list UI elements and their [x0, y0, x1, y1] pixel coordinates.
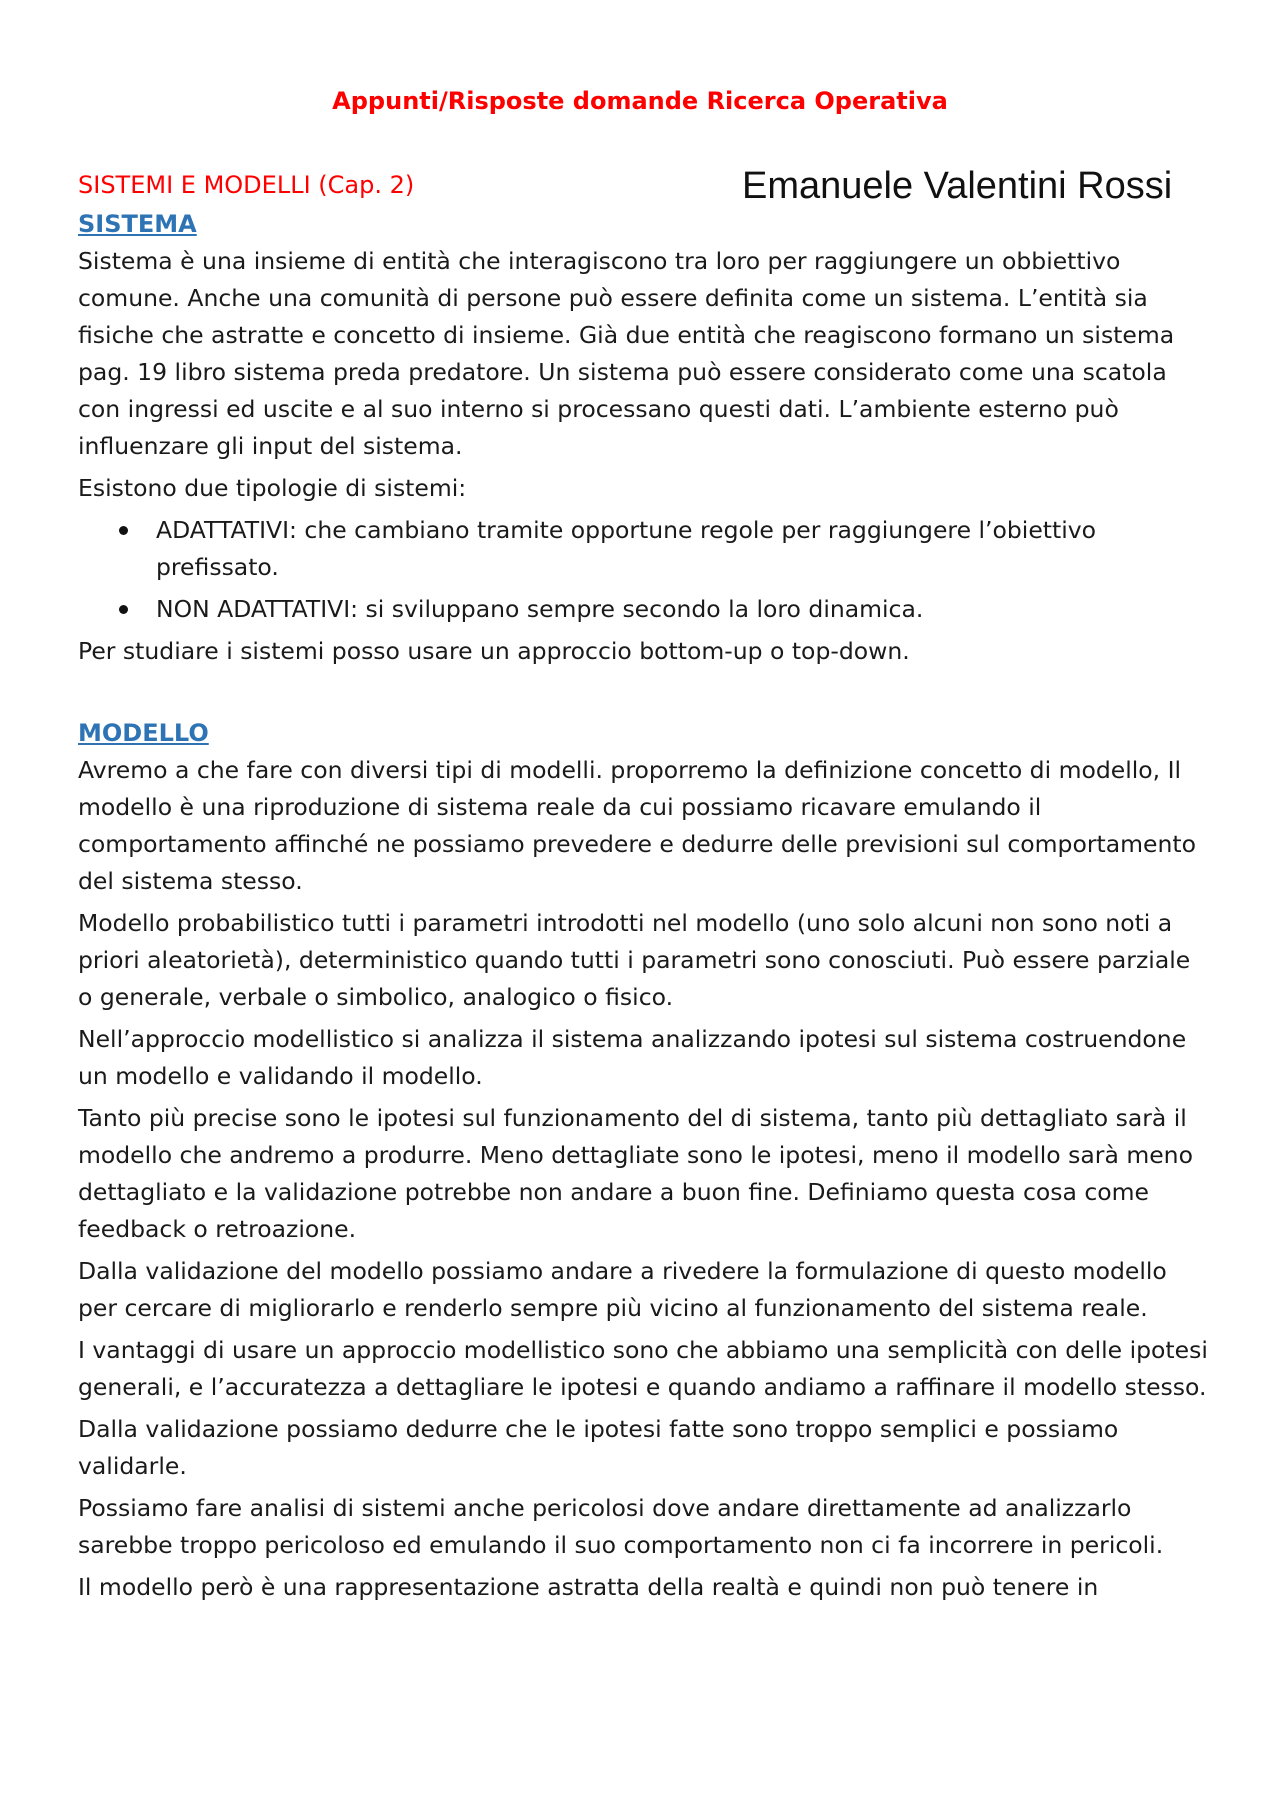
document-body [78, 206, 1208, 1611]
modello-paragraph: Il modello però è una rappresentazione astratta della realtà e quindi non può tenere in [78, 1573, 1099, 1601]
modello-paragraph: Possiamo fare analisi di sistemi anche pericolosi dove andare direttamente ad analizzarlo sarebbe troppo pericoloso ed emulando il suo comportamento non ci fa incorrere in pericoli. [78, 1494, 1164, 1559]
modello-paragraph: I vantaggi di usare un approccio modellistico sono che abbiamo una semplicità con delle ipotesi generali, e l’accuratezza a dettagliare le ipotesi e quando andiamo a raffinare il modello stesso. [78, 1336, 1208, 1401]
document-title: Appunti/Risposte domande Ricerca Operativa [332, 87, 948, 115]
author-name: Emanuele Valentini Rossi [742, 165, 1173, 207]
modello-paragraph: Nell’approccio modellistico si analizza il sistema analizzando ipotesi sul sistema costruendone un modello e validando il modello. [78, 1025, 1187, 1090]
list-item: ADATTATIVI: che cambiano tramite opportune regole per raggiungere l’obiettivo prefissato. [156, 512, 1208, 586]
modello-paragraph: Dalla validazione del modello possiamo andare a rivedere la formulazione di questo modello per cercare di migliorarlo e renderlo sempre più vicino al funzionamento del sistema reale. [78, 1257, 1167, 1322]
sistema-closing: Per studiare i sistemi posso usare un approccio bottom-up o top-down. [78, 637, 910, 665]
list-item: NON ADATTATIVI: si sviluppano sempre secondo la loro dinamica. [156, 591, 1208, 628]
modello-paragraph: Avremo a che fare con diversi tipi di modelli. proporremo la definizione concetto di modello, Il modello è una riproduzione di sistema reale da cui possiamo ricavare emulando il comportamento affinché ne possiamo prevedere e dedurre delle previsioni sul comportamento del sistema stesso. [78, 756, 1196, 895]
modello-heading: MODELLO [78, 719, 209, 747]
section-spacer [78, 675, 1208, 715]
sistema-paragraph: Esistono due tipologie di sistemi: [78, 474, 467, 502]
modello-paragraph: Tanto più precise sono le ipotesi sul funzionamento del di sistema, tanto più dettagliato sarà il modello che andremo a produrre. Meno dettagliate sono le ipotesi, meno il modello sarà meno dettagliato e la validazione potrebbe non andare a buon fine. Definiamo questa cosa come feedback o retroazione. [78, 1104, 1193, 1243]
sistema-paragraph: Sistema è una insieme di entità che interagiscono tra loro per raggiungere un obbiettivo comune. Anche una comunità di persone può essere definita come un sistema. L’entità sia fisiche che astratte e concetto di insieme. Già due entità che reagiscono formano un sistema pag. 19 libro sistema preda predatore. Un sistema può essere considerato come una scatola con ingressi ed uscite e al suo interno si processano questi dati. L’ambiente esterno può influenzare gli input del sistema. [78, 247, 1175, 460]
system-types-list [78, 512, 1208, 628]
modello-paragraph: Modello probabilistico tutti i parametri introdotti nel modello (uno solo alcuni non sono noti a priori aleatorietà), deterministico quando tutti i parametri sono conosciuti. Può essere parziale o generale, verbale o simbolico, analogico o fisico. [78, 909, 1191, 1011]
modello-paragraph: Dalla validazione possiamo dedurre che le ipotesi fatte sono troppo semplici e possiamo validarle. [78, 1415, 1119, 1480]
section-heading: SISTEMI E MODELLI (Cap. 2) [78, 171, 415, 199]
sistema-heading: SISTEMA [78, 210, 197, 238]
